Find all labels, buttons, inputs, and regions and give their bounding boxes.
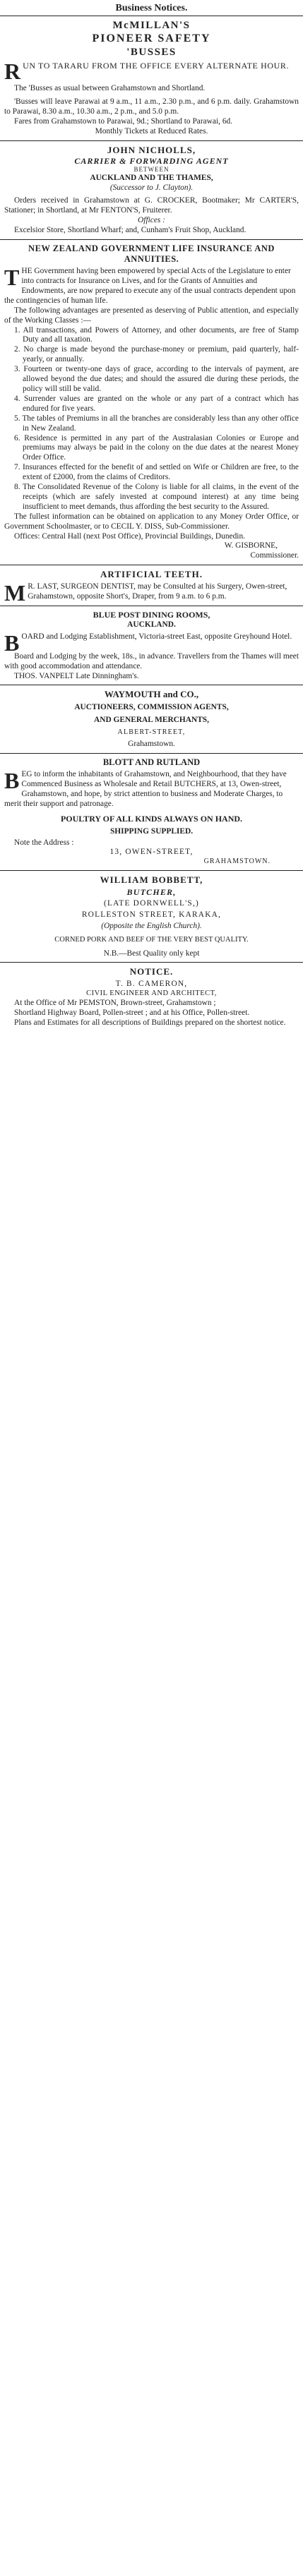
ad-paragraph: The following advantages are presented as deserving of Public attention, and especially of the Working Classes :— bbox=[4, 306, 299, 325]
ad-role: CIVIL ENGINEER AND ARCHITECT, bbox=[86, 989, 217, 998]
ad-poultry: POULTRY OF ALL KINDS ALWAYS ON HAND. bbox=[60, 814, 243, 824]
ad-blott bbox=[0, 757, 303, 870]
ad-title: WAYMOUTH and CO., bbox=[104, 689, 199, 700]
ad-nicholls bbox=[0, 145, 303, 240]
ad-lead bbox=[4, 61, 299, 80]
signer-name: W. GISBORNE, bbox=[224, 541, 278, 550]
drop-cap: T bbox=[4, 267, 20, 291]
ad-note: Note the Address : bbox=[14, 838, 74, 847]
ad-name: T. B. CAMERON, bbox=[115, 980, 188, 989]
newspaper-column bbox=[0, 0, 303, 1035]
ad-title: JOHN NICHOLLS, bbox=[107, 144, 196, 155]
ad-town: GRAHAMSTOWN. bbox=[203, 857, 271, 866]
ad-line: ALBERT-STREET, bbox=[117, 728, 186, 737]
ad-paragraph: Excelsior Store, Shortland Wharf; and, Cunham's Fruit Shop, Auckland. bbox=[14, 225, 246, 234]
ad-successor: (Successor to J. Clayton). bbox=[109, 183, 194, 193]
ad-teeth bbox=[0, 569, 303, 606]
list-item: 3. Fourteen or twenty-one days of grace, according to the intervals of payment, are allowed beyond the due dates; and should the assured die during these periods, the policy will still be valid. bbox=[14, 365, 299, 393]
ad-late: (LATE DORNWELL'S,) bbox=[103, 899, 199, 908]
ad-paragraph: Board and Lodging by the week, 18s., in advance. Travellers from the Thames will meet with good accommodation and attendance. bbox=[4, 651, 299, 670]
ad-title: NEW ZEALAND GOVERNMENT LIFE INSURANCE AND ANNUITIES. bbox=[28, 243, 275, 264]
ad-title: BLUE POST DINING ROOMS, bbox=[93, 610, 210, 620]
ad-nb: N.B.—Best Quality only kept bbox=[103, 949, 200, 958]
lead-text: HE Government having been empowered by special Acts of the Legislature to enter into contracts for Insurance on Lives, and for the Grants of Annuities and Endowments, are now prepared to execute any of the usual contracts dependent upon the contingencies of human life. bbox=[4, 267, 296, 305]
list-item: 4. Surrender values are granted on the whole or any part of a contract which has endured for five years. bbox=[14, 394, 299, 413]
ad-lead bbox=[4, 267, 299, 306]
list-item: 2. No charge is made beyond the purchase-money or premium, paid quarterly, half-yearly, or annually. bbox=[14, 345, 299, 364]
ad-title: WILLIAM BOBBETT, bbox=[100, 874, 203, 885]
ad-line: AND GENERAL MERCHANTS, bbox=[94, 716, 209, 725]
ad-paragraph: 'Busses will leave Parawai at 9 a.m., 11 a.m., 2.30 p.m., and 6 p.m. daily. Grahamstown to Parawai, 8.30 a.m., 10.30 a.m., 2 p.m., and 5.0 p.m. bbox=[4, 97, 299, 116]
ad-insurance bbox=[0, 243, 303, 566]
ad-paragraph: Offices: Central Hall (next Post Office), Provincial Buildings, Dunedin. bbox=[14, 531, 246, 541]
ad-title: McMILLAN'S bbox=[112, 20, 191, 32]
ad-route: AUCKLAND AND THE THAMES, bbox=[90, 174, 213, 183]
signer-title: Commissioner. bbox=[250, 551, 299, 560]
ad-line: Grahamstown. bbox=[128, 740, 175, 749]
drop-cap: R bbox=[4, 61, 21, 81]
ad-paragraph: Plans and Estimates for all descriptions of Buildings prepared on the shortest notice. bbox=[14, 1018, 286, 1027]
drop-cap: M bbox=[4, 582, 26, 603]
ad-bobbett bbox=[0, 874, 303, 963]
ad-lead bbox=[4, 632, 299, 652]
ad-lead bbox=[4, 770, 299, 809]
list-item: 5. The tables of Premiums in all the branches are considerably less than any other office in New Zealand. bbox=[14, 414, 299, 433]
lead-text: R. LAST, SURGEON DENTIST, may be Consulted at his Surgery, Owen-street, Grahamstown, opposite Short's, Draper, from 9 a.m. to 6 p.m. bbox=[28, 582, 287, 601]
ad-subtitle: PIONEER SAFETY bbox=[92, 32, 211, 45]
ad-line: AUCTIONEERS, COMMISSION AGENTS, bbox=[74, 703, 229, 712]
ad-paragraph: At the Office of Mr PEMSTON, Brown-street, Grahamstown ; bbox=[14, 999, 216, 1008]
ad-between: BETWEEN bbox=[133, 166, 170, 174]
ad-title: NOTICE. bbox=[129, 966, 174, 977]
ad-subtitle: 'BUSSES bbox=[126, 46, 177, 58]
ad-paragraph: The fullest information can be obtained on application to any Money Order Office, or Government Schoolmaster, or to CECIL Y. DISS, Sub-Commissioner. bbox=[4, 512, 299, 531]
ad-bluepost bbox=[0, 610, 303, 685]
ad-shipping: SHIPPING SUPPLIED. bbox=[109, 826, 194, 836]
drop-cap: B bbox=[4, 770, 20, 794]
ad-signature: THOS. VANPELT Late Dinningham's. bbox=[14, 671, 139, 680]
ad-trade: BUTCHER, bbox=[126, 887, 177, 898]
list-item: 7. Insurances effected for the benefit of and settled on Wife or Children are free, to the extent of £2000, from the claims of Creditors. bbox=[14, 463, 299, 482]
ad-title: BLOTT AND RUTLAND bbox=[102, 757, 201, 768]
ad-paragraph: Orders received in Grahamstown at G. CROCKER, Bootmaker; Mr CARTER'S, Stationer; in Shortland, at Mr FENTON'S, Fruiterer. bbox=[4, 195, 299, 215]
ad-offices-label: Offices : bbox=[138, 215, 165, 224]
ad-address: ROLLESTON STREET, KARAKA, bbox=[81, 910, 222, 919]
ad-waymouth bbox=[0, 689, 303, 754]
drop-cap: B bbox=[4, 632, 20, 652]
ad-paragraph: Monthly Tickets at Reduced Rates. bbox=[95, 126, 208, 136]
ad-lead bbox=[4, 582, 299, 602]
ad-corned: CORNED PORK AND BEEF OF THE VERY BEST QUALITY. bbox=[54, 935, 249, 944]
ad-paragraph: The 'Busses as usual between Grahamstown and Shortland. bbox=[14, 84, 206, 93]
ad-paragraph: Fares from Grahamstown to Parawai, 9d.; Shortland to Parawai, 6d. bbox=[14, 116, 233, 126]
ad-opposite: (Opposite the English Church). bbox=[101, 921, 202, 930]
ad-title: ARTIFICIAL TEETH. bbox=[100, 569, 203, 580]
ad-place: AUCKLAND. bbox=[127, 620, 176, 629]
section-banner: Business Notices. bbox=[0, 0, 303, 16]
ad-address: 13, OWEN-STREET, bbox=[109, 848, 194, 857]
list-item: 1. All transactions, and Powers of Attorney, and other documents, are free of Stamp Duty and all taxation. bbox=[14, 325, 299, 344]
ad-mcmillan bbox=[0, 19, 303, 141]
ad-paragraph: Shortland Highway Board, Pollen-street ; and at his Office, Pollen-street. bbox=[14, 1008, 250, 1017]
list-item: 8. The Consolidated Revenue of the Colony is liable for all claims, in the event of the receipts (which are safely invested at compound interest) at any time being insufficient to meet demands, thus affording the best security to the Assured. bbox=[14, 483, 299, 511]
ad-subtitle: CARRIER & FORWARDING AGENT bbox=[74, 155, 229, 166]
ad-cameron bbox=[0, 966, 303, 1031]
list-item: 6. Residence is permitted in any part of the Australasian Colonies or Europe and premiums may always be paid in the colony on the due dates at the nearest Money Order Office. bbox=[14, 433, 299, 462]
lead-text: OARD and Lodging Establishment, Victoria-street East, opposite Greyhound Hotel. bbox=[21, 632, 292, 641]
lead-text: EG to inform the inhabitants of Grahamstown, and Neighbourhood, that they have Commenced Business as Wholesale and Retail BUTCHERS, at 13, Owen-street, Grahamstown, and hope, by strict attention to business and Moderate Charges, to merit their support and patronage. bbox=[4, 770, 287, 809]
lead-text: UN TO TARARU FROM THE OFFICE EVERY ALTERNATE HOUR. bbox=[23, 61, 290, 71]
advantages-list bbox=[4, 326, 299, 512]
